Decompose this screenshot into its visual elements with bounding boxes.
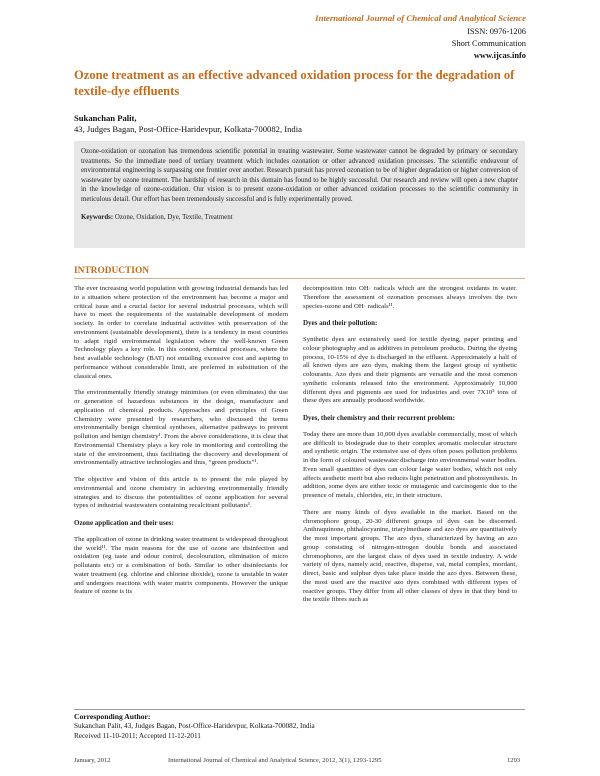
- footnote-divider: [74, 709, 525, 710]
- footer-citation: International Journal of Chemical and Analytical Science, 2012, 3(1), 1293-1295: [168, 757, 382, 764]
- abstract-box: [74, 141, 525, 248]
- keywords-label: Keywords:: [81, 213, 114, 221]
- right-column: [303, 285, 517, 613]
- dyes-chemistry-heading: Dyes, their chemistry and their recurrent problem:: [303, 414, 455, 422]
- dyes-market-paragraph: There are many kinds of dyes available in the market. Based on the chromophore group, 20-30 different groups of dyes can be discerned. Anthraquinone, phthalocyanine, triarylmethane and azo dyes are quantitatively the most important groups. The azo dyes, characterized by having an azo group consisting of nitrogen-nitrogen double bonds and associated chromophores, are the largest class of dyes used in textile industry. A wide variety of dyes, namely acid, reactive, disperse, vat, metal complex, mordant, direct, basic and sulphur dyes take place inside the azo dyes. Between these, the most used are the reactive azo dyes combined with different types of reactive groups. They differ from all other classes of dyes in that they bind to the textile fibres such as: [303, 508, 517, 604]
- journal-name: International Journal of Chemical and Analytical Science: [315, 13, 526, 23]
- author-address: 43, Judges Bagan, Post-Office-Haridevpur, Kolkata-700082, India: [74, 124, 302, 134]
- author-name: Sukanchan Palit,: [74, 113, 137, 123]
- intro-paragraph-1: The ever increasing world population with growing industrial demands has led to a situation where protection of the environment has become a major and critical issue and a crucial factor for several industrial processes, which will have to meet the requirements of the sustainable development of modern society. In order to correlate industrial activities with preservation of the environment (sustainable development), there is a tendency in most countries to adapt rigid environmental legislation where the well-known Green Technology plays a key role. In this context, chemical processes, where the best available technology (BAT) not entailing excessive cost and aspiring to performance without considerable limit, are preferred in substitution of the classical ones.: [74, 285, 288, 380]
- corresponding-author-details: Sukanchan Palit, 43, Judges Bagan, Post-Office-Haridevpur, Kolkata-700082, India: [74, 722, 315, 730]
- intro-paragraph-2: The environmentally friendly strategy minimises (or even eliminates) the use or generation of hazardous substances in the design, manufacture and application of chemical products. Approaches and principles of Green Chemistry were presented by researchers, who discussed the terms environmentally benign chemical syntheses, alternative pathways to prevent pollution and benign chemistry¹. From the above considerations, it is clear that Environmental Chemistry plays a key role in monitoring and controlling the state of the environment, thus facilitating the discovery and development of environmentally attractive technologies and thus, “green products”¹.: [74, 389, 288, 467]
- section-divider: [74, 278, 525, 279]
- issn: ISSN: 0976-1206: [467, 27, 526, 36]
- intro-paragraph-3: The objective and vision of this article is to present the role played by environmental and ozone chemistry in achieving environmentally friendly strategies and to discuss the potentialities of ozone application for several types of industrial wastewaters containing recalcitrant pollutants¹.: [74, 476, 288, 510]
- left-column: [74, 285, 288, 605]
- ozone-paragraph: The application of ozone in drinking water treatment is widespread throughout the world¹¹. The main reasons for the use of ozone are disinfection and oxidation (eg taste and odour control, decolouration, elimination of micro pollutants etc) or a combination of both. Similar to other disinfectants for water treatment (eg. chlorine and chlorine dioxide), ozone is unstable in water and undergoes reactions with water matrix components. However the unique feature of ozone is its: [74, 535, 288, 596]
- page-number: 1293: [507, 757, 521, 764]
- dyes-pollution-heading: Dyes and their pollution:: [303, 319, 378, 328]
- journal-website-link[interactable]: www.ijcas.info: [473, 51, 526, 60]
- introduction-heading: INTRODUCTION: [74, 266, 150, 276]
- dyes-chemistry-paragraph: Today there are more than 10,000 dyes available commercially, most of which are difficult to biodegrade due to their complex aromatic molecular structure and synthetic origin. The extensive use of dyes often poses pollution problems in the form of coloured wastewater discharge into environmental water bodies. Even small quantities of dyes can colour large water bodies, which not only affects aesthetic merit but also reduces light penetration and photosynthesis. In addition, some dyes are either toxic or mutagenic and carcinogenic due to the presence of metals, chlorides, etc, in their structure.: [303, 430, 517, 499]
- corresponding-author-label: Corresponding Author:: [74, 712, 151, 721]
- keywords: [81, 213, 518, 223]
- article-type: Short Communication: [451, 39, 526, 48]
- received-accepted-dates: Received 11-10-2011; Accepted 11-12-2011: [74, 732, 201, 740]
- article-title: Ozone treatment as an effective advanced oxidation process for the degradation of textile-dye effluents: [74, 68, 515, 98]
- footer-date: January, 2012: [74, 757, 111, 764]
- ozone-application-heading: Ozone application and their uses:: [74, 519, 174, 527]
- dyes-paragraph: Synthetic dyes are extensively used for textile dyeing, paper printing and colour photography and as additives in petroleum products. During the dyeing process, 10-15% of dye is discharged in the effluent. Approximately a half of all known dyes are azo dyes, making them the largest group of synthetic colourants. Azo dyes and their pigments are versatile and the most common synthetic colorants released into the environment. Approximately 10,000 different dyes and pigments are used for industries and over 7X10⁵ tons of these dyes are annually produced worldwide.: [303, 336, 517, 405]
- keywords-list: Ozone, Oxidation, Dye, Textile, Treatment: [114, 213, 233, 221]
- abstract-text: Ozone-oxidation or ozonation has tremendous scientific potential in treating wastewater. Some wastewater cannot be degraded by primary or secondary treatments. So the immediate need of tertiary treatment which includes ozonation or other advanced oxidation processes. The scientific endeavour of environmental engineering is surpassing one frontier over another. Research pursuit has proved ozonation to be of higher degradation or higher conversion of wastewater by ozone treatment. The hardship of research in this domain has found to be highly successful. Our research and review will open a new chapter in the knowledge of ozone-oxidation. Our vision is to present ozone-oxidation or other advanced oxidation processes to the scientific community in meticulous detail. Our effort has been tremendously successful and is fully experimentally proved.: [81, 148, 518, 203]
- right-paragraph-1: decomposition into OH· radicals which are the strongest oxidants in water. Therefore the assessment of ozonation processes always involves the two species-ozone and OH· radicals¹¹.: [303, 285, 517, 310]
